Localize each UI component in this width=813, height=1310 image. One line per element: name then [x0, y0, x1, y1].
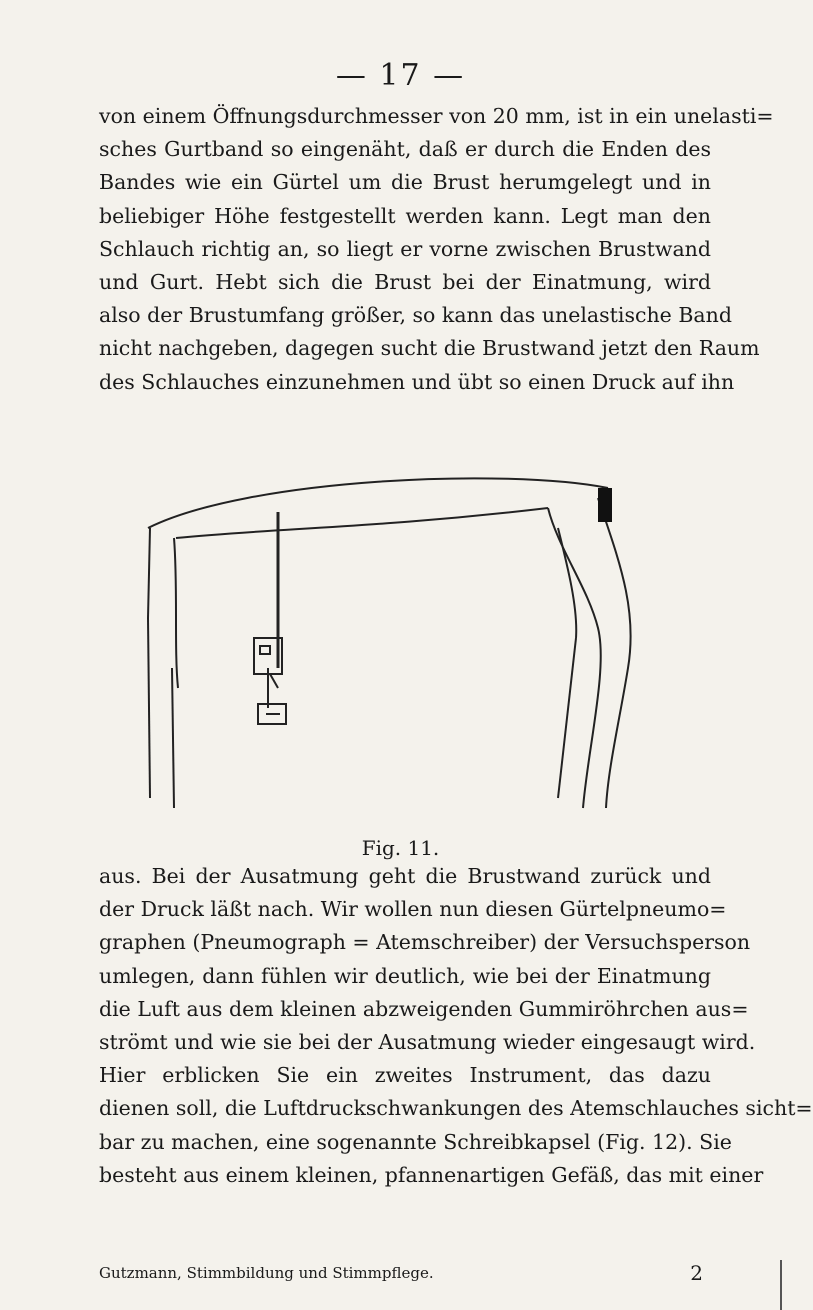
text-line: dienen soll, die Luftdruckschwankungen des Atemschlauches sicht= — [99, 1096, 813, 1121]
text-line: strömt und wie sie bei der Ausatmung wieder eingesaugt wird. — [99, 1029, 756, 1054]
text-line: sches Gurtband so eingenäht, daß er durch die Enden des — [99, 137, 711, 162]
text-line: umlegen, dann fühlen wir deutlich, wie bei der Einatmung — [99, 963, 711, 988]
figure-pneumograph-illustration — [128, 468, 648, 828]
paragraph-top — [99, 100, 774, 399]
paragraph-bottom — [99, 860, 813, 1192]
text-line: die Luft aus dem kleinen abzweigenden Gummiröhrchen aus= — [99, 996, 749, 1021]
text-line: des Schlauches einzunehmen und übt so einen Druck auf ihn — [99, 369, 735, 394]
text-line: Hier erblicken Sie ein zweites Instrument, das dazu — [99, 1063, 711, 1088]
text-line: von einem Öffnungsdurchmesser von 20 mm, ist in ein unelasti= — [99, 104, 774, 128]
text-line: nicht nachgeben, dagegen sucht die Brustwand jetzt den Raum — [99, 336, 760, 361]
text-line: also der Brustumfang größer, so kann das unelastische Band — [99, 303, 732, 328]
text-line: Schlauch richtig an, so liegt er vorne zwischen Brustwand — [99, 236, 711, 261]
text-line: und Gurt. Hebt sich die Brust bei der Einatmung, wird — [99, 269, 711, 294]
text-line: aus. Bei der Ausatmung geht die Brustwand zurück und — [99, 864, 711, 888]
footer-source: Gutzmann, Stimmbildung und Stimmpflege. — [99, 1264, 434, 1282]
text-line: beliebiger Höhe festgestellt werden kann. Legt man den — [99, 203, 711, 228]
figure-caption: Fig. 11. — [361, 836, 440, 860]
margin-line — [780, 1260, 782, 1310]
text-line: der Druck läßt nach. Wir wollen nun diesen Gürtelpneumo= — [99, 897, 727, 922]
signature-number: 2 — [690, 1261, 703, 1285]
page-number: — 17 — — [335, 58, 466, 93]
page-footer — [99, 1261, 711, 1285]
text-line: besteht aus einem kleinen, pfannenartigen Gefäß, das mit einer — [99, 1162, 764, 1187]
text-line: bar zu machen, eine sogenannte Schreibkapsel (Fig. 12). Sie — [99, 1129, 732, 1154]
text-line: Bandes wie ein Gürtel um die Brust herumgelegt und in — [99, 170, 711, 195]
text-line: graphen (Pneumograph = Atemschreiber) der Versuchsperson — [99, 930, 751, 955]
